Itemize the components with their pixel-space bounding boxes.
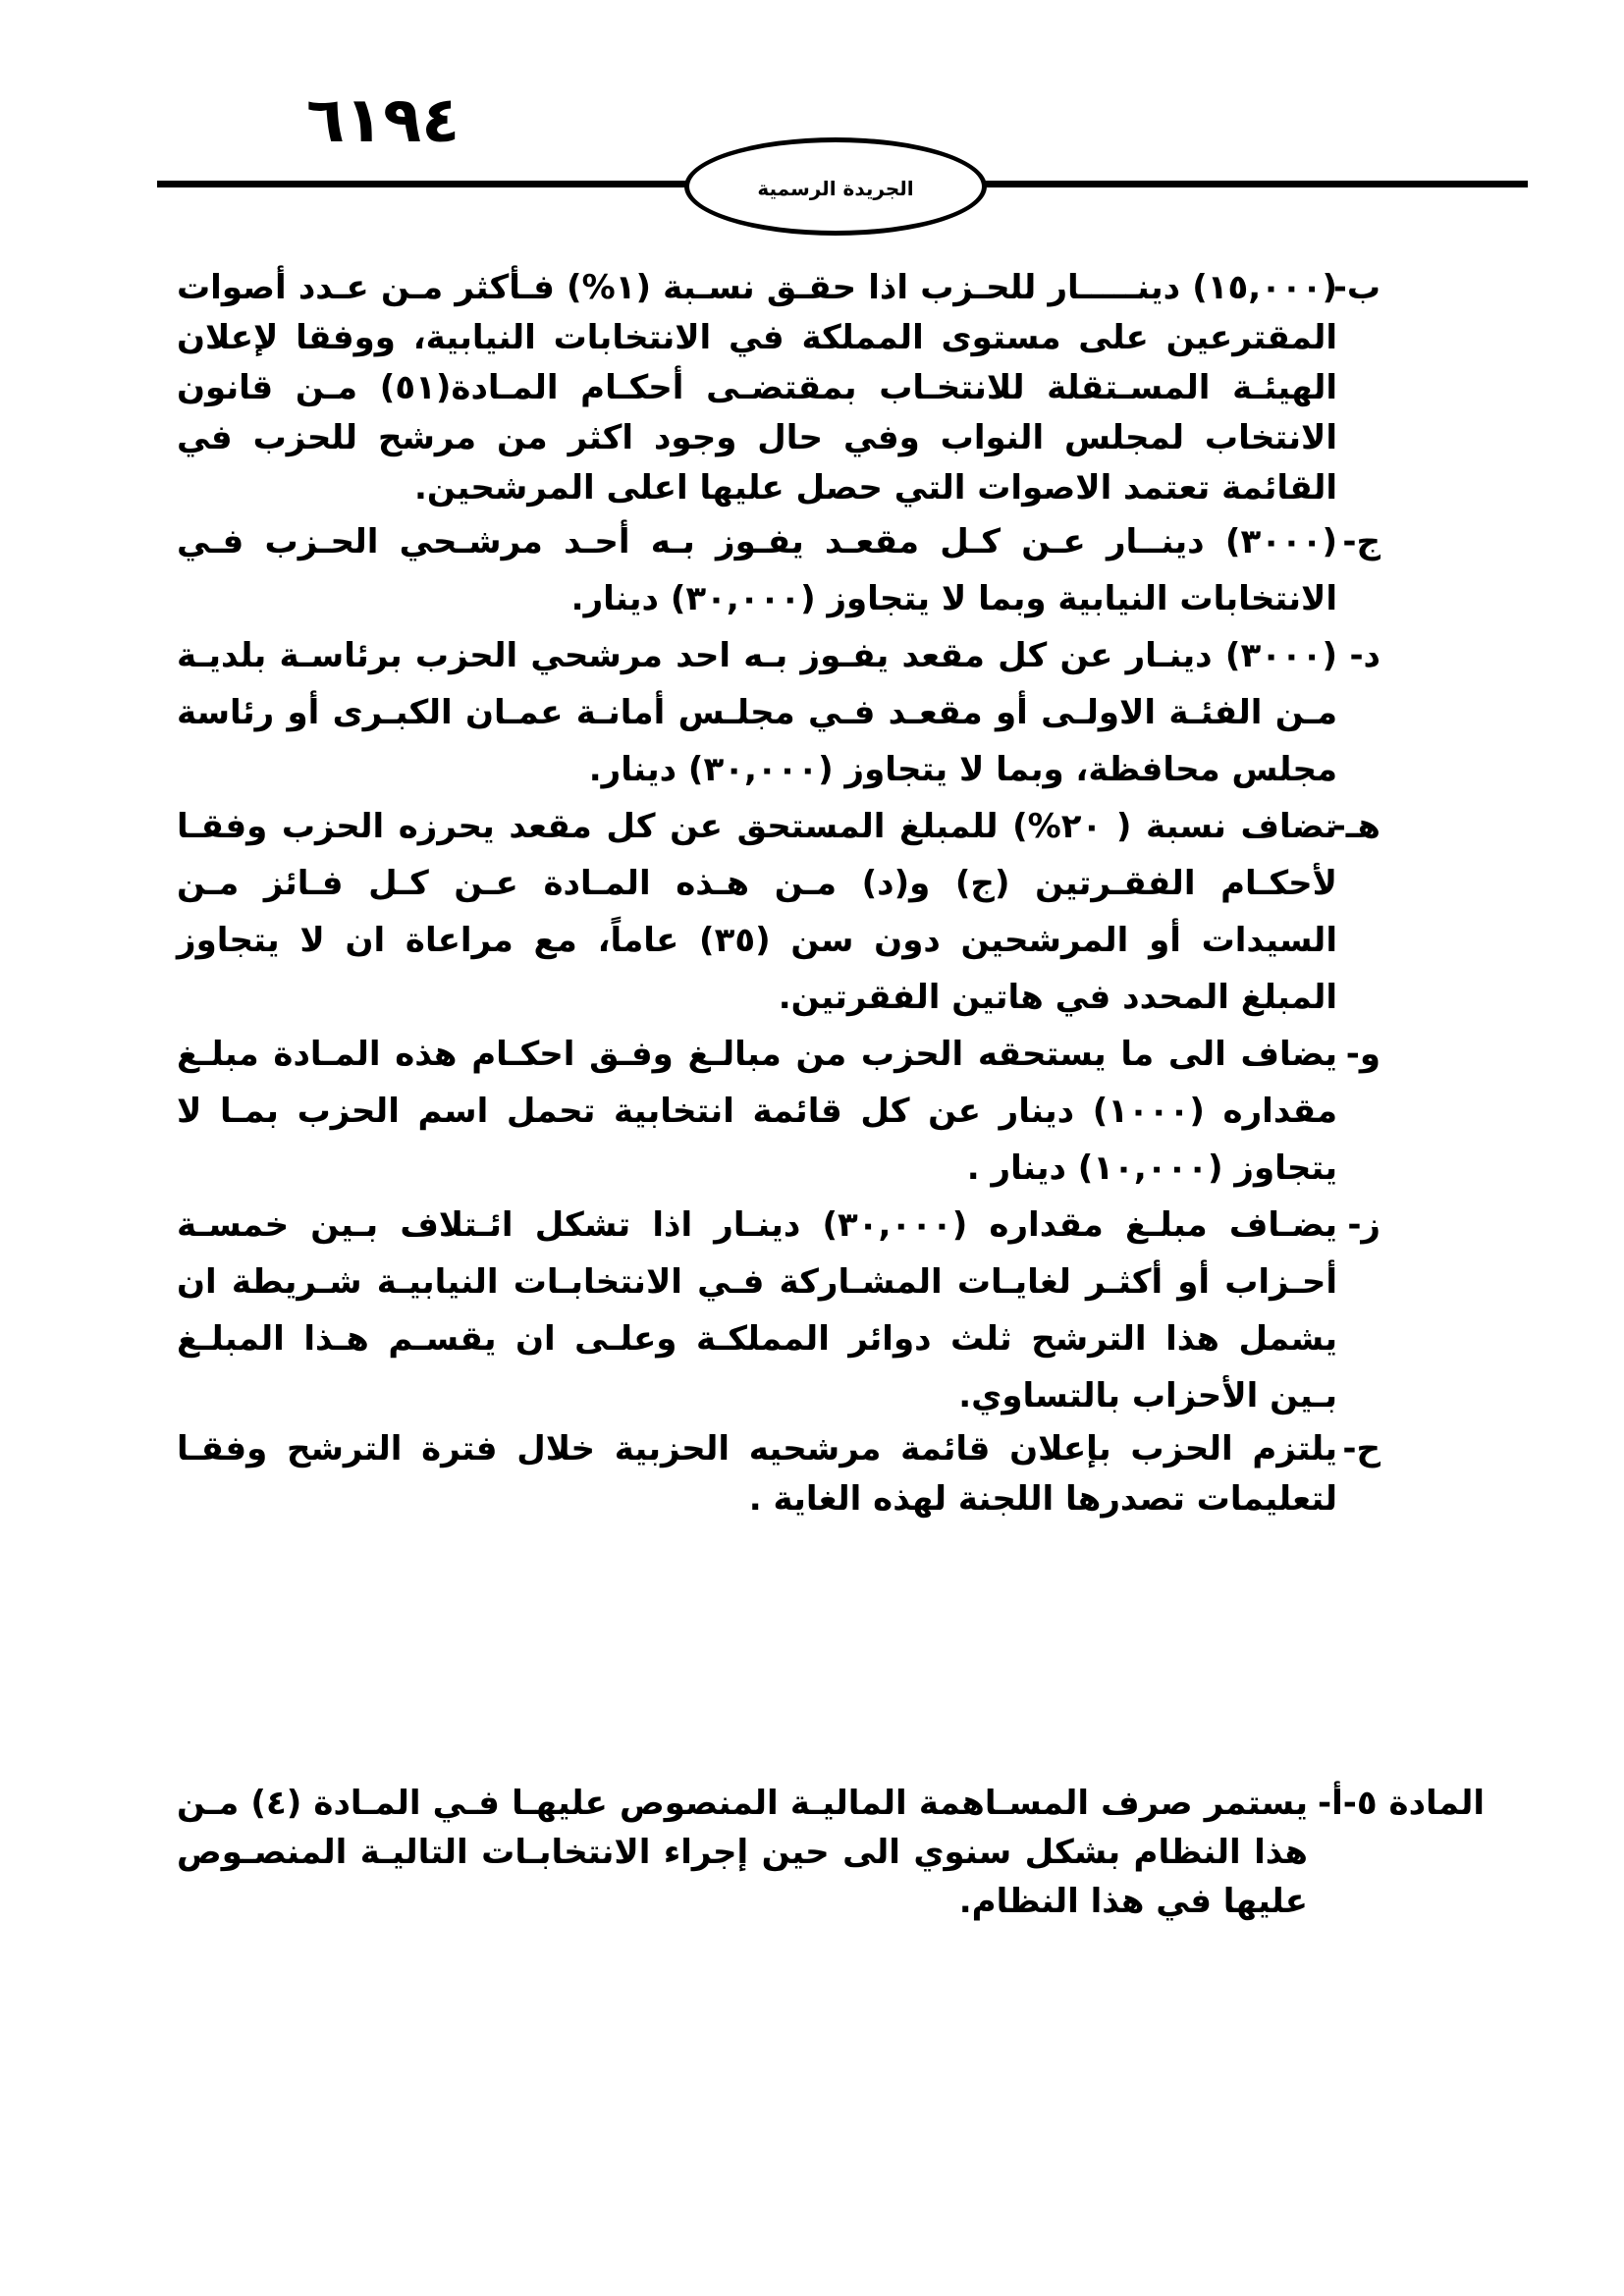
clause-w: [177, 1026, 1380, 1197]
clause-j: [177, 513, 1380, 627]
clause-text: (١٥,٠٠٠) دينـــــار للحـزب اذا حقـق نسـبة (١%) فـأكثر مـن عـدد أصوات المقترعين على مستوى المملكة في الانتخابات النيابية، ووفقا لإعلان الهيئـة المسـتقلة للانتخـاب بمقتضـى أحكـام المـادة(٥١) مـن قانون الانتخاب لمجلس النواب وفي حال وجود اكثر من مرشح للحزب في القائمة تعتمد الاصوات التي حصل عليها اعلى المرشحين.: [177, 268, 1337, 507]
clause-text: يضاف الى ما يستحقه الحزب من مبالـغ وفـق احكـام هذه المـادة مبلـغ مقداره (١٠٠٠) دينار عن كل قائمة انتخابية تحمل اسم الحزب بمـا لا يتجاوز (١٠,٠٠٠) دينار .: [177, 1035, 1337, 1188]
clause-text: يلتزم الحزب بإعلان قائمة مرشحيه الحزبية خلال فترة الترشح وفقـا لتعليمات تصدرها اللجنة لهذه الغاية .: [177, 1429, 1337, 1519]
gazette-title-oval: [684, 137, 987, 236]
clause-letter: ز-: [1347, 1205, 1380, 1245]
page-number: ٦١٩٤: [306, 84, 460, 157]
clause-z: [177, 1197, 1380, 1424]
clause-letter: د-: [1349, 636, 1380, 675]
clause-h: [177, 798, 1380, 1026]
clause-letter: ب-: [1332, 268, 1380, 307]
gazette-title: الجريدة الرسمية: [757, 177, 914, 200]
clause-letter: ح-: [1342, 1429, 1380, 1468]
clause-letter: ج-: [1342, 522, 1380, 561]
clause-text: (٣٠٠٠) دينــار عـن كـل مقعـد يفـوز بـه أحـد مرشـحي الحـزب فـي الانتخابات النيابية وبما لا يتجاوز (٣٠,٠٠٠) دينار.: [177, 522, 1337, 618]
article-5: [177, 1779, 1485, 1926]
clause-ha: [177, 1424, 1380, 1524]
article-text: يستمر صرف المسـاهمة الماليـة المنصوص عليهـا فـي المـادة (٤) مـن هذا النظام بشكل سنوي الى حين إجراء الانتخابـات التاليـة المنصـوص عليها في هذا النظام.: [177, 1784, 1308, 1921]
clause-letter: هـ-: [1331, 807, 1380, 846]
clause-b: [177, 263, 1380, 513]
clause-d: [177, 627, 1380, 798]
clause-text: (٣٠٠٠) دينـار عن كل مقعد يفـوز بـه احد مرشحي الحزب برئاسـة بلديـة مـن الفئـة الاولـى أو مقعـد فـي مجلـس أمانـة عمـان الكبـرى أو رئاسة مجلس محافظة، وبما لا يتجاوز (٣٠,٠٠٠) دينار.: [177, 636, 1337, 789]
article-label: المادة ٥-أ-: [1318, 1784, 1485, 1823]
clause-list: [177, 263, 1380, 1524]
clause-text: يضـاف مبلـغ مقداره (٣٠,٠٠٠) دينـار اذا تشكل ائـتلاف بـين خمسـة أحـزاب أو أكثـر لغايـات المشـاركة فـي الانتخابـات النيابيـة شـريطة ان يشمل هذا الترشح ثلث دوائر المملكـة وعلـى ان يقسـم هـذا المبلـغ بـين الأحزاب بالتساوي.: [177, 1205, 1337, 1415]
clause-text: تضاف نسبة ( ٢٠%) للمبلغ المستحق عن كل مقعد يحرزه الحزب وفقـا لأحكـام الفقـرتين (ج) و(د) مـن هـذه المـادة عـن كـل فـائز مـن السيدات أو المرشحين دون سن (٣٥) عاماً، مع مراعاة ان لا يتجاوز المبلغ المحدد في هاتين الفقرتين.: [177, 807, 1337, 1017]
clause-letter: و-: [1345, 1035, 1380, 1074]
